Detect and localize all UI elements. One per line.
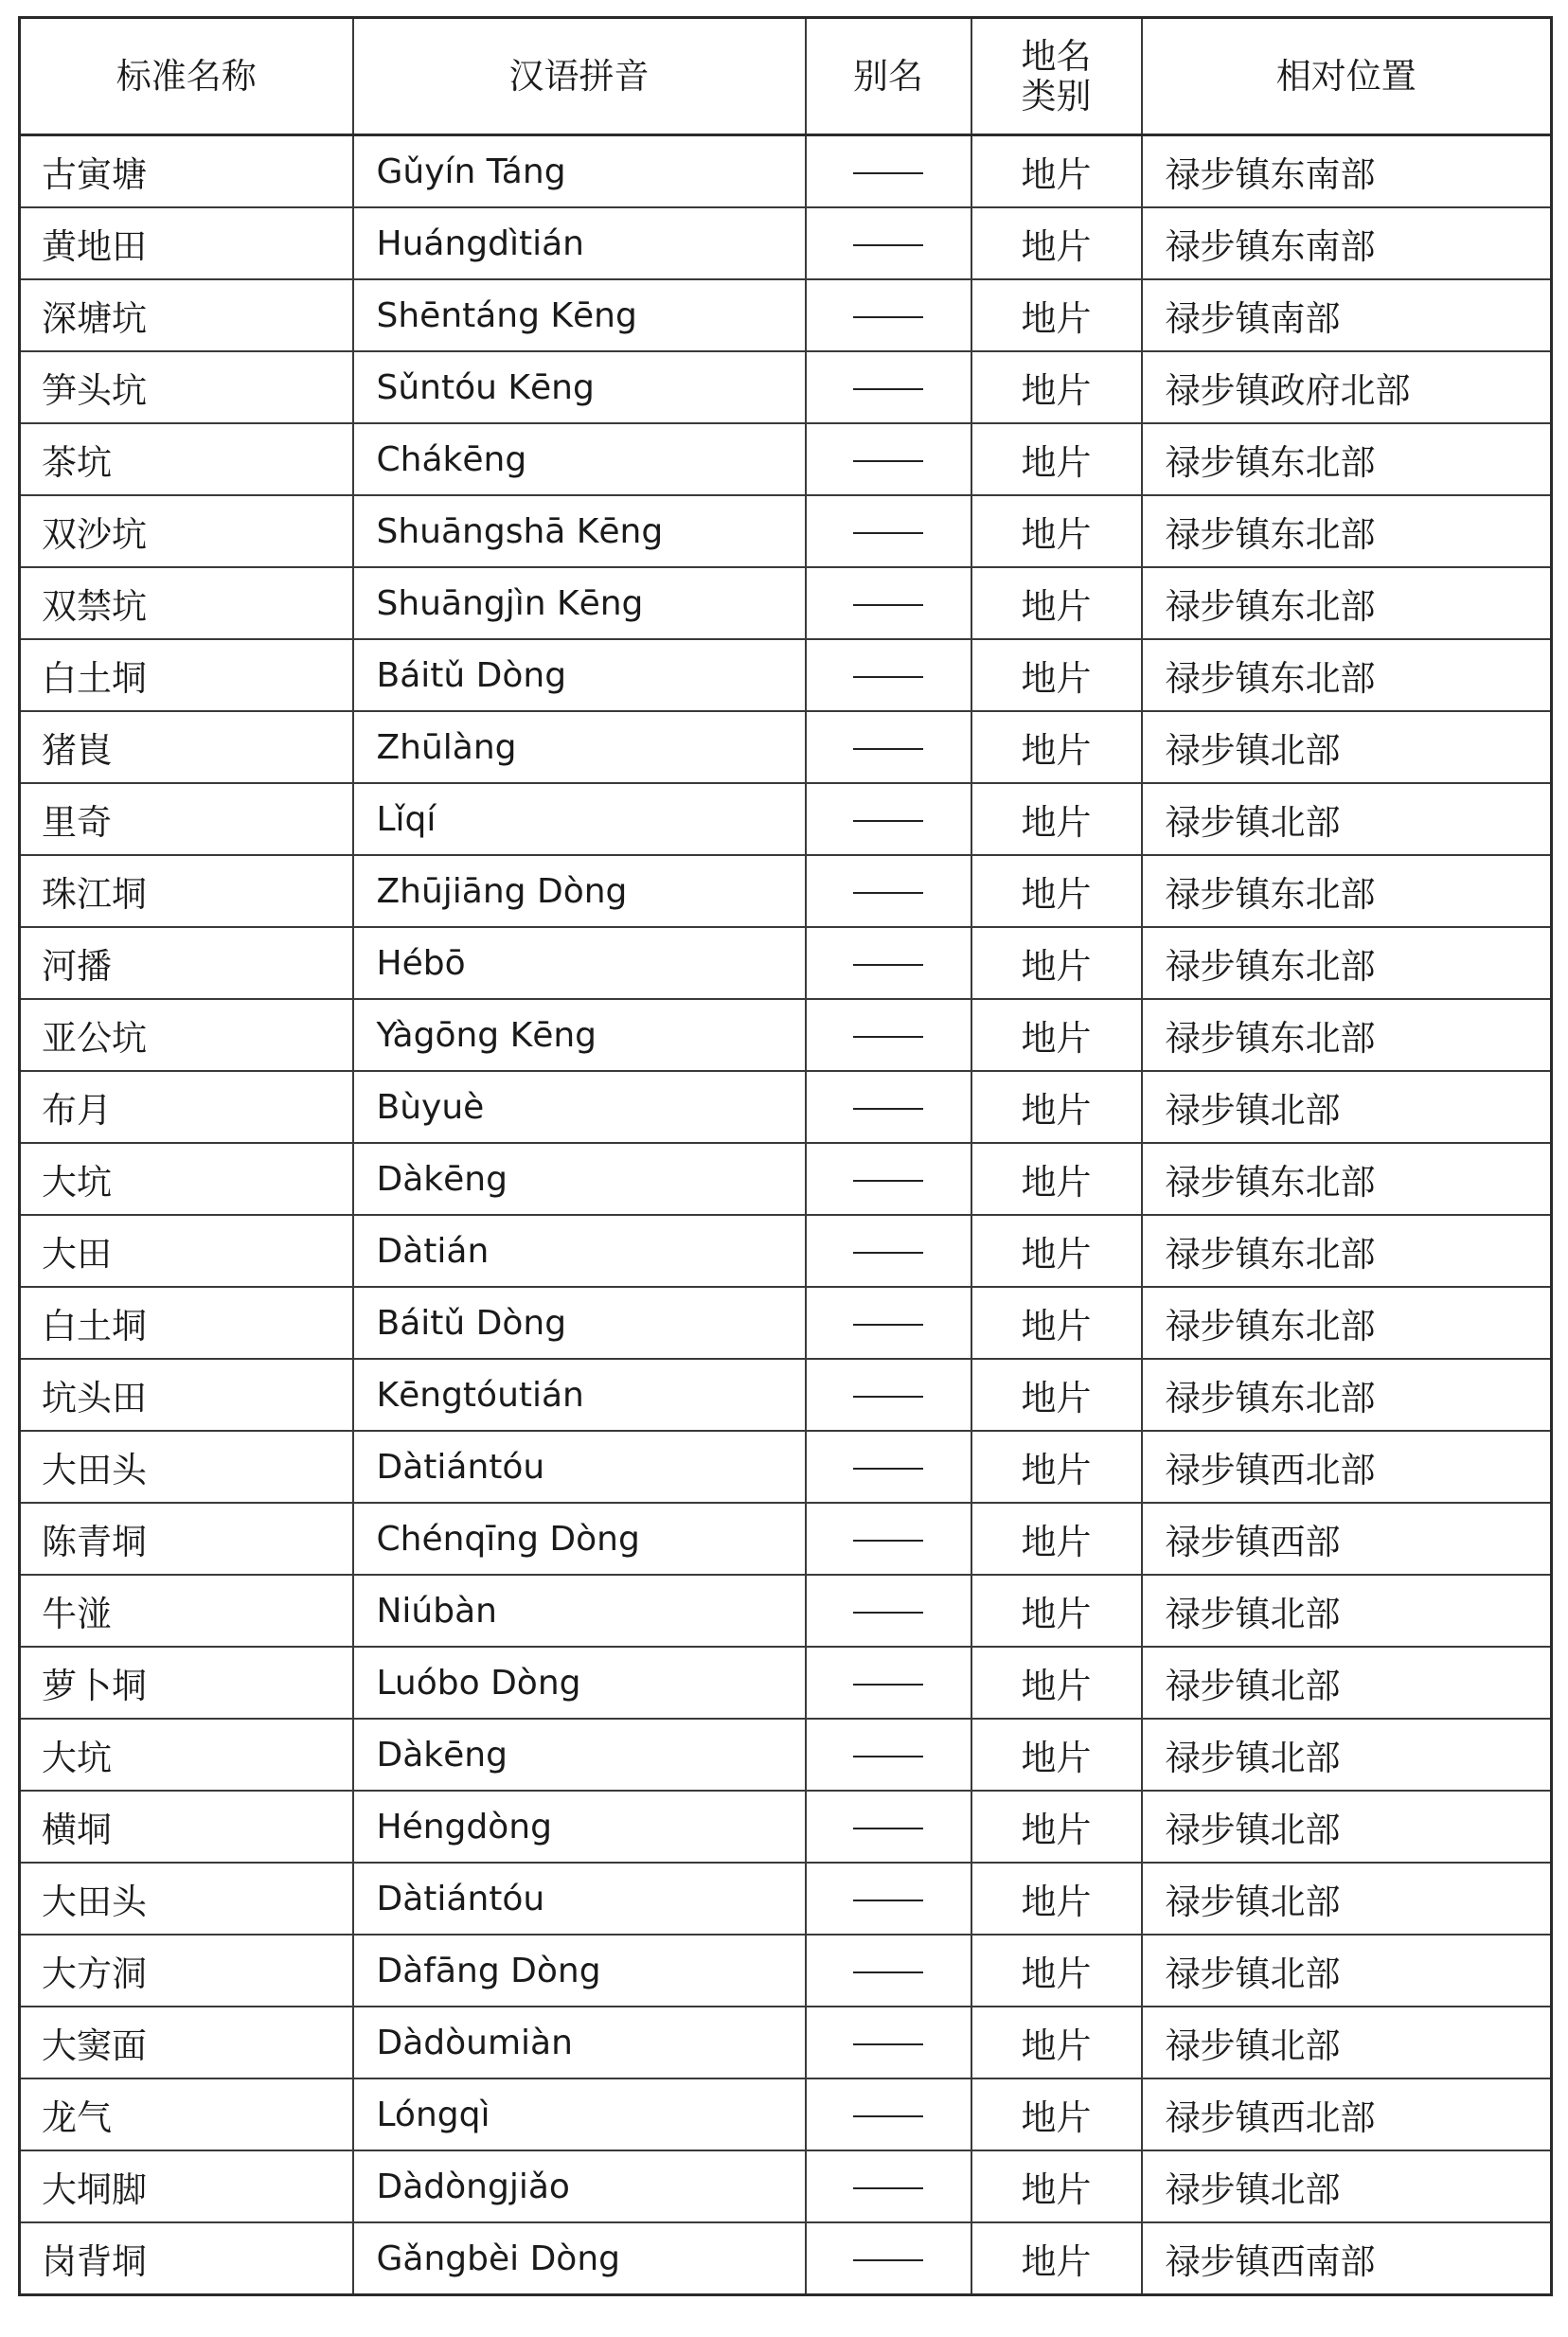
cell-pinyin: Sǔntóu Kēng bbox=[353, 351, 806, 423]
cell-relative-location: 禄步镇东北部 bbox=[1142, 927, 1552, 999]
table-row bbox=[20, 855, 1552, 927]
table-row bbox=[20, 999, 1552, 1071]
cell-pinyin: Shēntáng Kēng bbox=[353, 279, 806, 351]
cell-alias bbox=[806, 639, 971, 711]
cell-pinyin: Dàdòumiàn bbox=[353, 2007, 806, 2078]
cell-standard-name: 里奇 bbox=[20, 783, 353, 855]
alias-text bbox=[923, 1807, 924, 1808]
alias-text bbox=[923, 871, 924, 872]
cell-relative-location: 禄步镇北部 bbox=[1142, 1935, 1552, 2007]
cell-alias bbox=[806, 999, 971, 1071]
cell-relative-location: 禄步镇北部 bbox=[1142, 1863, 1552, 1935]
alias-text bbox=[923, 2095, 924, 2096]
header-place-type bbox=[971, 18, 1142, 135]
cell-standard-name: 横垌 bbox=[20, 1791, 353, 1863]
cell-place-type: 地片 bbox=[971, 1071, 1142, 1143]
alias-dash bbox=[853, 676, 923, 678]
table-row bbox=[20, 2222, 1552, 2295]
cell-pinyin: Lǐqí bbox=[353, 783, 806, 855]
cell-alias bbox=[806, 135, 971, 208]
cell-alias bbox=[806, 1143, 971, 1215]
cell-relative-location: 禄步镇政府北部 bbox=[1142, 351, 1552, 423]
cell-standard-name: 白土垌 bbox=[20, 639, 353, 711]
cell-place-type: 地片 bbox=[971, 1575, 1142, 1647]
table-row bbox=[20, 1719, 1552, 1791]
cell-place-type: 地片 bbox=[971, 207, 1142, 279]
cell-alias bbox=[806, 423, 971, 495]
cell-alias bbox=[806, 783, 971, 855]
cell-place-type: 地片 bbox=[971, 1719, 1142, 1791]
cell-alias bbox=[806, 567, 971, 639]
alias-dash bbox=[853, 1252, 923, 1254]
cell-pinyin: Gǔyín Táng bbox=[353, 135, 806, 208]
cell-standard-name: 笋头坑 bbox=[20, 351, 353, 423]
cell-relative-location: 禄步镇东北部 bbox=[1142, 423, 1552, 495]
cell-alias bbox=[806, 1863, 971, 1935]
table-row bbox=[20, 1287, 1552, 1359]
cell-relative-location: 禄步镇东北部 bbox=[1142, 639, 1552, 711]
table-row bbox=[20, 351, 1552, 423]
alias-text bbox=[923, 799, 924, 800]
cell-alias bbox=[806, 1719, 971, 1791]
header-place-type-line1: 地名 bbox=[1021, 35, 1092, 77]
cell-place-type: 地片 bbox=[971, 1863, 1142, 1935]
table-row bbox=[20, 1503, 1552, 1575]
cell-place-type: 地片 bbox=[971, 135, 1142, 208]
cell-place-type: 地片 bbox=[971, 999, 1142, 1071]
cell-relative-location: 禄步镇东北部 bbox=[1142, 567, 1552, 639]
cell-pinyin: Luóbo Dòng bbox=[353, 1647, 806, 1719]
alias-dash bbox=[853, 460, 923, 462]
cell-pinyin: Shuāngjìn Kēng bbox=[353, 567, 806, 639]
cell-alias bbox=[806, 2150, 971, 2222]
cell-standard-name: 岗背垌 bbox=[20, 2222, 353, 2295]
cell-relative-location: 禄步镇东南部 bbox=[1142, 135, 1552, 208]
cell-standard-name: 大垌脚 bbox=[20, 2150, 353, 2222]
cell-place-type: 地片 bbox=[971, 1935, 1142, 2007]
cell-relative-location: 禄步镇东北部 bbox=[1142, 1215, 1552, 1287]
cell-place-type: 地片 bbox=[971, 1215, 1142, 1287]
alias-text bbox=[923, 295, 924, 296]
table-row bbox=[20, 2150, 1552, 2222]
cell-standard-name: 双禁坑 bbox=[20, 567, 353, 639]
cell-relative-location: 禄步镇西北部 bbox=[1142, 2078, 1552, 2150]
cell-standard-name: 萝卜垌 bbox=[20, 1647, 353, 1719]
cell-relative-location: 禄步镇东北部 bbox=[1142, 855, 1552, 927]
cell-relative-location: 禄步镇南部 bbox=[1142, 279, 1552, 351]
alias-text bbox=[923, 511, 924, 512]
cell-alias bbox=[806, 1935, 971, 2007]
table-row bbox=[20, 1647, 1552, 1719]
cell-place-type: 地片 bbox=[971, 783, 1142, 855]
alias-dash bbox=[853, 1684, 923, 1686]
table-row bbox=[20, 1071, 1552, 1143]
cell-pinyin: Dàtiántóu bbox=[353, 1431, 806, 1503]
cell-pinyin: Bùyuè bbox=[353, 1071, 806, 1143]
table-row bbox=[20, 1143, 1552, 1215]
cell-alias bbox=[806, 1503, 971, 1575]
cell-standard-name: 坑头田 bbox=[20, 1359, 353, 1431]
table-row bbox=[20, 927, 1552, 999]
table-row bbox=[20, 1575, 1552, 1647]
alias-text bbox=[923, 1951, 924, 1952]
cell-relative-location: 禄步镇东北部 bbox=[1142, 999, 1552, 1071]
alias-dash bbox=[853, 1756, 923, 1757]
cell-place-type: 地片 bbox=[971, 2222, 1142, 2295]
alias-dash bbox=[853, 2043, 923, 2045]
table-row bbox=[20, 639, 1552, 711]
table-row bbox=[20, 495, 1552, 567]
table-row bbox=[20, 2007, 1552, 2078]
alias-text bbox=[923, 1519, 924, 1520]
cell-relative-location: 禄步镇东北部 bbox=[1142, 495, 1552, 567]
cell-pinyin: Dàtián bbox=[353, 1215, 806, 1287]
alias-text bbox=[923, 655, 924, 656]
cell-pinyin: Dàkēng bbox=[353, 1143, 806, 1215]
alias-text bbox=[923, 1663, 924, 1664]
cell-relative-location: 禄步镇西部 bbox=[1142, 1503, 1552, 1575]
cell-alias bbox=[806, 1647, 971, 1719]
header-pinyin: 汉语拼音 bbox=[353, 18, 806, 135]
header-standard-name: 标准名称 bbox=[20, 18, 353, 135]
alias-text bbox=[923, 583, 924, 584]
cell-relative-location: 禄步镇北部 bbox=[1142, 2007, 1552, 2078]
cell-place-type: 地片 bbox=[971, 1647, 1142, 1719]
cell-pinyin: Dàdòngjiǎo bbox=[353, 2150, 806, 2222]
alias-dash bbox=[853, 1468, 923, 1470]
alias-dash bbox=[853, 1108, 923, 1110]
cell-place-type: 地片 bbox=[971, 351, 1142, 423]
table-row bbox=[20, 783, 1552, 855]
alias-dash bbox=[853, 820, 923, 822]
alias-text bbox=[923, 2167, 924, 2168]
cell-pinyin: Chénqīng Dòng bbox=[353, 1503, 806, 1575]
cell-pinyin: Dàfāng Dòng bbox=[353, 1935, 806, 2007]
cell-pinyin: Dàtiántóu bbox=[353, 1863, 806, 1935]
table-row bbox=[20, 423, 1552, 495]
cell-pinyin: Chákēng bbox=[353, 423, 806, 495]
alias-dash bbox=[853, 388, 923, 390]
cell-alias bbox=[806, 711, 971, 783]
cell-relative-location: 禄步镇北部 bbox=[1142, 711, 1552, 783]
cell-place-type: 地片 bbox=[971, 711, 1142, 783]
cell-relative-location: 禄步镇北部 bbox=[1142, 783, 1552, 855]
cell-alias bbox=[806, 2007, 971, 2078]
cell-place-type: 地片 bbox=[971, 495, 1142, 567]
cell-standard-name: 猪崀 bbox=[20, 711, 353, 783]
alias-text bbox=[923, 727, 924, 728]
alias-dash bbox=[853, 2115, 923, 2117]
alias-dash bbox=[853, 1324, 923, 1326]
cell-place-type: 地片 bbox=[971, 927, 1142, 999]
cell-pinyin: Kēngtóutián bbox=[353, 1359, 806, 1431]
alias-dash bbox=[853, 532, 923, 534]
cell-pinyin: Zhūjiāng Dòng bbox=[353, 855, 806, 927]
table-row bbox=[20, 1359, 1552, 1431]
cell-pinyin: Gǎngbèi Dòng bbox=[353, 2222, 806, 2295]
table-row bbox=[20, 567, 1552, 639]
cell-standard-name: 珠江垌 bbox=[20, 855, 353, 927]
table-row bbox=[20, 711, 1552, 783]
alias-text bbox=[923, 223, 924, 224]
cell-alias bbox=[806, 927, 971, 999]
cell-relative-location: 禄步镇东南部 bbox=[1142, 207, 1552, 279]
cell-standard-name: 牛湴 bbox=[20, 1575, 353, 1647]
alias-text bbox=[923, 1447, 924, 1448]
cell-alias bbox=[806, 279, 971, 351]
cell-standard-name: 大田头 bbox=[20, 1431, 353, 1503]
cell-pinyin: Yàgōng Kēng bbox=[353, 999, 806, 1071]
cell-standard-name: 大窦面 bbox=[20, 2007, 353, 2078]
alias-dash bbox=[853, 1180, 923, 1182]
cell-place-type: 地片 bbox=[971, 423, 1142, 495]
alias-text bbox=[923, 1015, 924, 1016]
alias-text bbox=[923, 1375, 924, 1376]
cell-place-type: 地片 bbox=[971, 1287, 1142, 1359]
cell-standard-name: 大坑 bbox=[20, 1143, 353, 1215]
cell-pinyin: Huángdìtián bbox=[353, 207, 806, 279]
alias-dash bbox=[853, 1540, 923, 1542]
cell-place-type: 地片 bbox=[971, 639, 1142, 711]
cell-place-type: 地片 bbox=[971, 567, 1142, 639]
cell-relative-location: 禄步镇北部 bbox=[1142, 1071, 1552, 1143]
cell-relative-location: 禄步镇北部 bbox=[1142, 1719, 1552, 1791]
cell-standard-name: 亚公坑 bbox=[20, 999, 353, 1071]
alias-dash bbox=[853, 964, 923, 966]
alias-dash bbox=[853, 604, 923, 606]
cell-standard-name: 布月 bbox=[20, 1071, 353, 1143]
cell-pinyin: Zhūlàng bbox=[353, 711, 806, 783]
alias-text bbox=[923, 1159, 924, 1160]
alias-dash bbox=[853, 1612, 923, 1614]
alias-dash bbox=[853, 1971, 923, 1973]
table-row bbox=[20, 135, 1552, 208]
cell-relative-location: 禄步镇西南部 bbox=[1142, 2222, 1552, 2295]
cell-standard-name: 龙气 bbox=[20, 2078, 353, 2150]
cell-alias bbox=[806, 1071, 971, 1143]
cell-place-type: 地片 bbox=[971, 279, 1142, 351]
table-row bbox=[20, 1863, 1552, 1935]
cell-pinyin: Hébō bbox=[353, 927, 806, 999]
alias-text bbox=[923, 1087, 924, 1088]
table-row bbox=[20, 207, 1552, 279]
table-body bbox=[20, 135, 1552, 2295]
table-row bbox=[20, 1215, 1552, 1287]
cell-place-type: 地片 bbox=[971, 1359, 1142, 1431]
cell-standard-name: 河播 bbox=[20, 927, 353, 999]
cell-alias bbox=[806, 1791, 971, 1863]
alias-dash bbox=[853, 1828, 923, 1829]
cell-relative-location: 禄步镇北部 bbox=[1142, 1791, 1552, 1863]
cell-relative-location: 禄步镇北部 bbox=[1142, 2150, 1552, 2222]
alias-text bbox=[923, 367, 924, 368]
cell-pinyin: Dàkēng bbox=[353, 1719, 806, 1791]
table-row bbox=[20, 1935, 1552, 2007]
cell-place-type: 地片 bbox=[971, 1503, 1142, 1575]
cell-standard-name: 深塘坑 bbox=[20, 279, 353, 351]
alias-text bbox=[923, 1879, 924, 1880]
cell-pinyin: Lóngqì bbox=[353, 2078, 806, 2150]
cell-standard-name: 陈青垌 bbox=[20, 1503, 353, 1575]
alias-dash bbox=[853, 316, 923, 318]
cell-relative-location: 禄步镇东北部 bbox=[1142, 1359, 1552, 1431]
cell-place-type: 地片 bbox=[971, 1431, 1142, 1503]
cell-pinyin: Héngdòng bbox=[353, 1791, 806, 1863]
alias-text bbox=[923, 2023, 924, 2024]
cell-standard-name: 古寅塘 bbox=[20, 135, 353, 208]
alias-text bbox=[923, 1591, 924, 1592]
alias-dash bbox=[853, 1396, 923, 1398]
alias-dash bbox=[853, 172, 923, 174]
header-alias: 别名 bbox=[806, 18, 971, 135]
cell-relative-location: 禄步镇北部 bbox=[1142, 1575, 1552, 1647]
cell-standard-name: 大田头 bbox=[20, 1863, 353, 1935]
cell-pinyin: Báitǔ Dòng bbox=[353, 1287, 806, 1359]
cell-standard-name: 茶坑 bbox=[20, 423, 353, 495]
cell-pinyin: Niúbàn bbox=[353, 1575, 806, 1647]
table-row bbox=[20, 1791, 1552, 1863]
cell-standard-name: 白土垌 bbox=[20, 1287, 353, 1359]
alias-dash bbox=[853, 892, 923, 894]
alias-text bbox=[923, 1303, 924, 1304]
cell-place-type: 地片 bbox=[971, 2150, 1142, 2222]
cell-alias bbox=[806, 2078, 971, 2150]
cell-alias bbox=[806, 351, 971, 423]
cell-standard-name: 黄地田 bbox=[20, 207, 353, 279]
cell-alias bbox=[806, 1287, 971, 1359]
cell-pinyin: Báitǔ Dòng bbox=[353, 639, 806, 711]
cell-pinyin: Shuāngshā Kēng bbox=[353, 495, 806, 567]
place-name-table bbox=[18, 16, 1553, 2296]
cell-alias bbox=[806, 1575, 971, 1647]
alias-dash bbox=[853, 244, 923, 246]
alias-text bbox=[923, 1735, 924, 1736]
cell-place-type: 地片 bbox=[971, 2007, 1142, 2078]
cell-relative-location: 禄步镇东北部 bbox=[1142, 1143, 1552, 1215]
alias-dash bbox=[853, 748, 923, 750]
alias-dash bbox=[853, 2259, 923, 2261]
cell-alias bbox=[806, 1359, 971, 1431]
table-row bbox=[20, 2078, 1552, 2150]
cell-standard-name: 双沙坑 bbox=[20, 495, 353, 567]
cell-place-type: 地片 bbox=[971, 2078, 1142, 2150]
alias-dash bbox=[853, 1900, 923, 1901]
cell-place-type: 地片 bbox=[971, 1791, 1142, 1863]
cell-alias bbox=[806, 207, 971, 279]
cell-relative-location: 禄步镇东北部 bbox=[1142, 1287, 1552, 1359]
cell-standard-name: 大坑 bbox=[20, 1719, 353, 1791]
table-header-row bbox=[20, 18, 1552, 135]
cell-place-type: 地片 bbox=[971, 855, 1142, 927]
header-place-type-line2: 类别 bbox=[1021, 75, 1092, 116]
table-row bbox=[20, 1431, 1552, 1503]
cell-alias bbox=[806, 2222, 971, 2295]
alias-text bbox=[923, 439, 924, 440]
cell-place-type: 地片 bbox=[971, 1143, 1142, 1215]
alias-dash bbox=[853, 1036, 923, 1038]
cell-alias bbox=[806, 855, 971, 927]
table-row bbox=[20, 279, 1552, 351]
alias-text bbox=[923, 1231, 924, 1232]
header-relative-location: 相对位置 bbox=[1142, 18, 1552, 135]
cell-relative-location: 禄步镇北部 bbox=[1142, 1647, 1552, 1719]
cell-alias bbox=[806, 1215, 971, 1287]
cell-alias bbox=[806, 495, 971, 567]
alias-text bbox=[923, 943, 924, 944]
cell-alias bbox=[806, 1431, 971, 1503]
cell-standard-name: 大田 bbox=[20, 1215, 353, 1287]
alias-dash bbox=[853, 2187, 923, 2189]
cell-standard-name: 大方洞 bbox=[20, 1935, 353, 2007]
cell-relative-location: 禄步镇西北部 bbox=[1142, 1431, 1552, 1503]
